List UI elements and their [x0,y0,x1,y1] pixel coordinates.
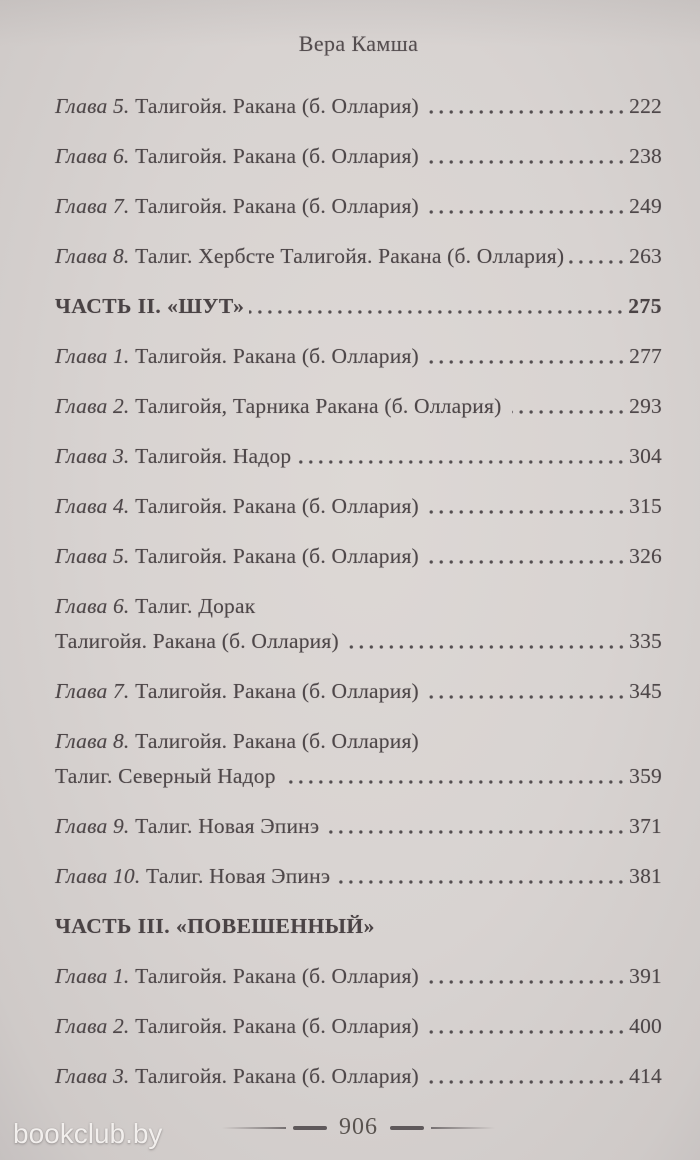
footer-rule-left [222,1126,327,1130]
row-text: Талигойя. Ракана (б. Оллария) [129,494,419,518]
page-number: 293 [629,394,662,418]
dot-leader [424,1029,626,1035]
dot-leader [249,309,625,315]
page-number: 359 [629,764,662,788]
dot-leader [344,644,626,650]
toc-row [55,194,662,218]
dot-leader [424,159,626,165]
footer-rule-right-thick [390,1126,424,1130]
page-number: 391 [629,964,662,988]
footer-rule-right-thin [431,1127,495,1129]
row-text: Талиг. Северный Надор [55,764,282,788]
page-number: 400 [629,1014,662,1038]
chapter-prefix: Глава 5. [55,544,130,568]
toc-row [55,914,662,938]
dot-leader [424,559,626,565]
toc-row [55,344,662,368]
dot-leader [424,359,626,365]
page-number: 315 [629,494,662,518]
footer-page-number: 906 [339,1114,378,1140]
toc-row [55,629,662,653]
dot-leader [424,1079,626,1085]
footer-rule-left-thick [293,1126,327,1130]
toc-row [55,244,662,268]
page-number: 335 [629,629,662,653]
row-text: Талиг. Хербсте Талигойя. Ракана (б. Оллария) [129,244,565,268]
page-number: 275 [628,294,662,318]
row-text: Талиг. Новая Эпинэ [129,814,320,838]
row-text: ЧАСТЬ III. «ПОВЕШЕННЫЙ» [55,914,375,938]
toc-row [55,729,662,753]
chapter-prefix: Глава 2. [55,1014,130,1038]
toc-row [55,814,662,838]
toc-row [55,494,662,518]
row-text: Талиг. Новая Эпинэ [140,864,331,888]
chapter-prefix: Глава 6. [55,144,130,168]
page-number: 381 [629,864,662,888]
chapter-prefix: Глава 8. [55,729,130,753]
author-header: Вера Камша [298,31,419,56]
toc-row [55,764,662,788]
page-number: 238 [629,144,662,168]
watermark: bookclub.by [13,1118,163,1149]
row-text: Талигойя. Ракана (б. Оллария) [129,94,419,118]
page-number: 277 [629,344,662,368]
row-text: Талигойя. Ракана (б. Оллария) [129,729,419,753]
chapter-prefix: Глава 8. [55,244,130,268]
page-number: 263 [629,244,662,268]
row-text: Талигойя. Ракана (б. Оллария) [55,629,339,653]
page-number: 222 [629,94,662,118]
row-text: Талигойя. Ракана (б. Оллария) [129,1014,419,1038]
toc-row [55,1014,662,1038]
row-text: Талиг. Дорак [129,594,256,618]
dot-leader [569,259,626,265]
page-number: 304 [629,444,662,468]
toc-row [55,1064,662,1088]
toc-row [55,294,662,318]
page-number: 345 [629,679,662,703]
row-text: Талигойя. Ракана (б. Оллария) [129,194,419,218]
page-number: 326 [629,544,662,568]
chapter-prefix: Глава 6. [55,594,130,618]
row-text: Талигойя. Ракана (б. Оллария) [129,964,419,988]
toc-row [55,964,662,988]
chapter-prefix: Глава 3. [55,1064,130,1088]
row-text: ЧАСТЬ II. «ШУТ» [55,294,245,318]
chapter-prefix: Глава 9. [55,814,130,838]
chapter-prefix: Глава 7. [55,194,130,218]
toc-row [55,679,662,703]
row-text: Талигойя. Ракана (б. Оллария) [129,544,419,568]
dot-leader [424,694,626,700]
page-number: 414 [629,1064,662,1088]
dot-leader [512,409,626,415]
toc-row [55,544,662,568]
toc-row [55,594,662,618]
dot-leader [286,779,626,785]
chapter-prefix: Глава 3. [55,444,130,468]
row-text: Талигойя. Ракана (б. Оллария) [129,679,419,703]
chapter-prefix: Глава 1. [55,344,130,368]
toc-row [55,444,662,468]
toc-row [55,94,662,118]
row-text: Талигойя. Ракана (б. Оллария) [129,344,419,368]
dot-leader [324,829,626,835]
toc-list [55,94,662,1088]
chapter-prefix: Глава 1. [55,964,130,988]
chapter-prefix: Глава 7. [55,679,130,703]
footer-rule-right [390,1126,495,1130]
row-text: Талигойя, Тарника Ракана (б. Оллария) [129,394,508,418]
row-text: Талигойя. Надор [129,444,292,468]
toc-row [55,394,662,418]
dot-leader [424,209,626,215]
toc-row [55,144,662,168]
page-number: 249 [629,194,662,218]
row-text: Талигойя. Ракана (б. Оллария) [129,1064,419,1088]
footer-rule-left-thin [222,1127,286,1129]
chapter-prefix: Глава 5. [55,94,130,118]
dot-leader [424,509,626,515]
chapter-prefix: Глава 10. [55,864,141,888]
dot-leader [424,979,626,985]
page-number: 371 [629,814,662,838]
chapter-prefix: Глава 2. [55,394,130,418]
dot-leader [296,459,626,465]
toc-row [55,864,662,888]
dot-leader [424,109,626,115]
row-text: Талигойя. Ракана (б. Оллария) [129,144,419,168]
chapter-prefix: Глава 4. [55,494,130,518]
dot-leader [335,879,626,885]
